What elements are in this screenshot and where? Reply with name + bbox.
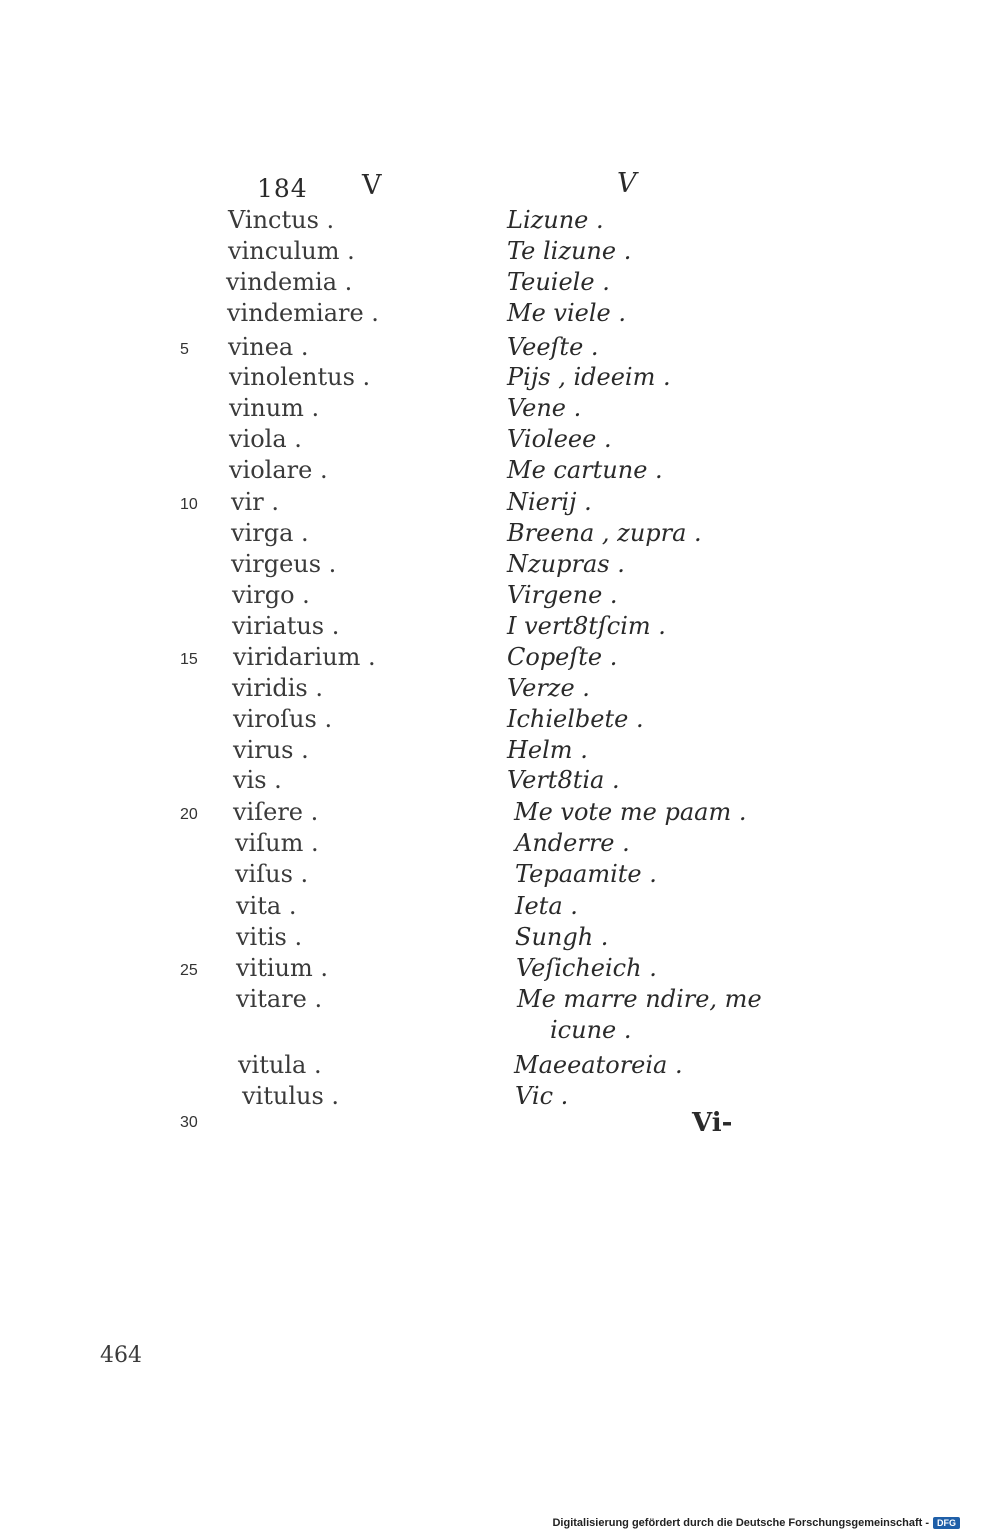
entry-row xyxy=(0,237,1000,268)
albanian-term: Lizune . xyxy=(507,206,604,234)
entry-row xyxy=(0,581,1000,612)
entry-row xyxy=(0,550,1000,581)
entry-row xyxy=(0,829,1000,860)
page-header xyxy=(0,168,1000,208)
footer-credit xyxy=(552,1517,960,1529)
albanian-term: Ichielbete . xyxy=(507,705,644,733)
latin-term: viridarium . xyxy=(233,643,376,671)
entry-row xyxy=(0,299,1000,330)
latin-term: viroſus . xyxy=(233,705,333,733)
latin-term: viriatus . xyxy=(232,612,340,640)
albanian-term: Nierij . xyxy=(507,488,592,516)
albanian-term: Me marre ndire, me xyxy=(517,985,762,1013)
albanian-term: Verze . xyxy=(507,674,590,702)
entry-row xyxy=(0,705,1000,736)
entry-row xyxy=(0,425,1000,456)
latin-term: vis . xyxy=(233,766,282,794)
entry-row xyxy=(0,736,1000,767)
albanian-term: Pijs , ideeim . xyxy=(507,363,671,391)
albanian-term: Maeeatoreia . xyxy=(514,1051,683,1079)
latin-term: vitula . xyxy=(238,1051,322,1079)
line-number: 5 xyxy=(180,341,189,358)
latin-term: vindemiare . xyxy=(227,299,379,327)
albanian-term: Nzupras . xyxy=(507,550,625,578)
latin-term: vitulus . xyxy=(242,1082,340,1110)
latin-term: vinum . xyxy=(229,394,320,422)
right-column-letter: V xyxy=(617,168,637,199)
page-number: 184 xyxy=(257,174,308,203)
albanian-term: Me cartune . xyxy=(507,456,663,484)
entry-row xyxy=(0,1051,1000,1082)
albanian-term: Tepaamite . xyxy=(515,860,657,888)
albanian-term: Vic . xyxy=(515,1082,569,1110)
albanian-term: Virgene . xyxy=(507,581,618,609)
latin-term: vitis . xyxy=(236,923,303,951)
entry-row xyxy=(0,1016,1000,1047)
latin-term: virgo . xyxy=(232,581,310,609)
albanian-term: Anderre . xyxy=(515,829,630,857)
entry-row xyxy=(0,954,1000,985)
albanian-term: Helm . xyxy=(507,736,588,764)
entry-row xyxy=(0,612,1000,643)
albanian-term-continuation: icune . xyxy=(550,1016,632,1044)
line-number: 25 xyxy=(180,962,198,979)
albanian-term: Te lizune . xyxy=(507,237,632,265)
entry-row xyxy=(0,333,1000,364)
line-number: 20 xyxy=(180,806,198,823)
folio-number: 464 xyxy=(100,1343,142,1368)
entry-row xyxy=(0,394,1000,425)
albanian-term: Vene . xyxy=(507,394,582,422)
latin-term: virus . xyxy=(233,736,309,764)
albanian-term: Violeee . xyxy=(507,425,612,453)
entry-row xyxy=(0,674,1000,705)
entry-row xyxy=(0,456,1000,487)
latin-term: viridis . xyxy=(232,674,323,702)
latin-term: vir . xyxy=(231,488,279,516)
entry-row xyxy=(0,985,1000,1016)
latin-term: vindemia . xyxy=(226,268,353,296)
albanian-term: Me vote me paam . xyxy=(514,798,747,826)
albanian-term: I vert8tſcim . xyxy=(507,612,666,640)
latin-term: vinolentus . xyxy=(229,363,371,391)
latin-term: viſus . xyxy=(235,860,309,888)
latin-term: virga . xyxy=(231,519,309,547)
latin-term: viſere . xyxy=(233,798,319,826)
latin-term: viola . xyxy=(229,425,302,453)
albanian-term: Breena , zupra . xyxy=(507,519,702,547)
albanian-term: Ieta . xyxy=(515,892,578,920)
latin-term: viſum . xyxy=(235,829,319,857)
albanian-term: Vert8tia . xyxy=(507,766,620,794)
line-number: 30 xyxy=(180,1114,198,1131)
albanian-term: Sungh . xyxy=(515,923,609,951)
entry-row xyxy=(0,892,1000,923)
latin-term: vitare . xyxy=(236,985,323,1013)
entry-row xyxy=(0,643,1000,674)
entry-row xyxy=(0,363,1000,394)
catchword: Vi- xyxy=(692,1108,733,1138)
entry-row xyxy=(0,766,1000,797)
latin-term: virgeus . xyxy=(231,550,337,578)
entry-row xyxy=(0,488,1000,519)
latin-term: vita . xyxy=(236,892,297,920)
left-column-letter: V xyxy=(362,170,382,201)
latin-term: vinculum . xyxy=(228,237,355,265)
line-number: 15 xyxy=(180,651,198,668)
entry-row xyxy=(0,519,1000,550)
entry-row xyxy=(0,268,1000,299)
line-number: 10 xyxy=(180,496,198,513)
latin-term: vinea . xyxy=(228,333,309,361)
albanian-term: Me viele . xyxy=(507,299,626,327)
entry-row xyxy=(0,1082,1000,1113)
albanian-term: Veſicheich . xyxy=(516,954,657,982)
footer-text: Digitalisierung gefördert durch die Deutsche Forschungsgemeinschaft - xyxy=(552,1517,929,1529)
entry-row xyxy=(0,860,1000,891)
entry-row xyxy=(0,798,1000,829)
entry-row xyxy=(0,923,1000,954)
latin-term: violare . xyxy=(229,456,328,484)
dfg-logo: DFG xyxy=(933,1517,960,1529)
albanian-term: Teuiele . xyxy=(507,268,610,296)
latin-term: vitium . xyxy=(236,954,329,982)
entry-row xyxy=(0,206,1000,237)
albanian-term: Copeſte . xyxy=(507,643,618,671)
latin-term: Vinctus . xyxy=(228,206,335,234)
albanian-term: Veeſte . xyxy=(507,333,599,361)
